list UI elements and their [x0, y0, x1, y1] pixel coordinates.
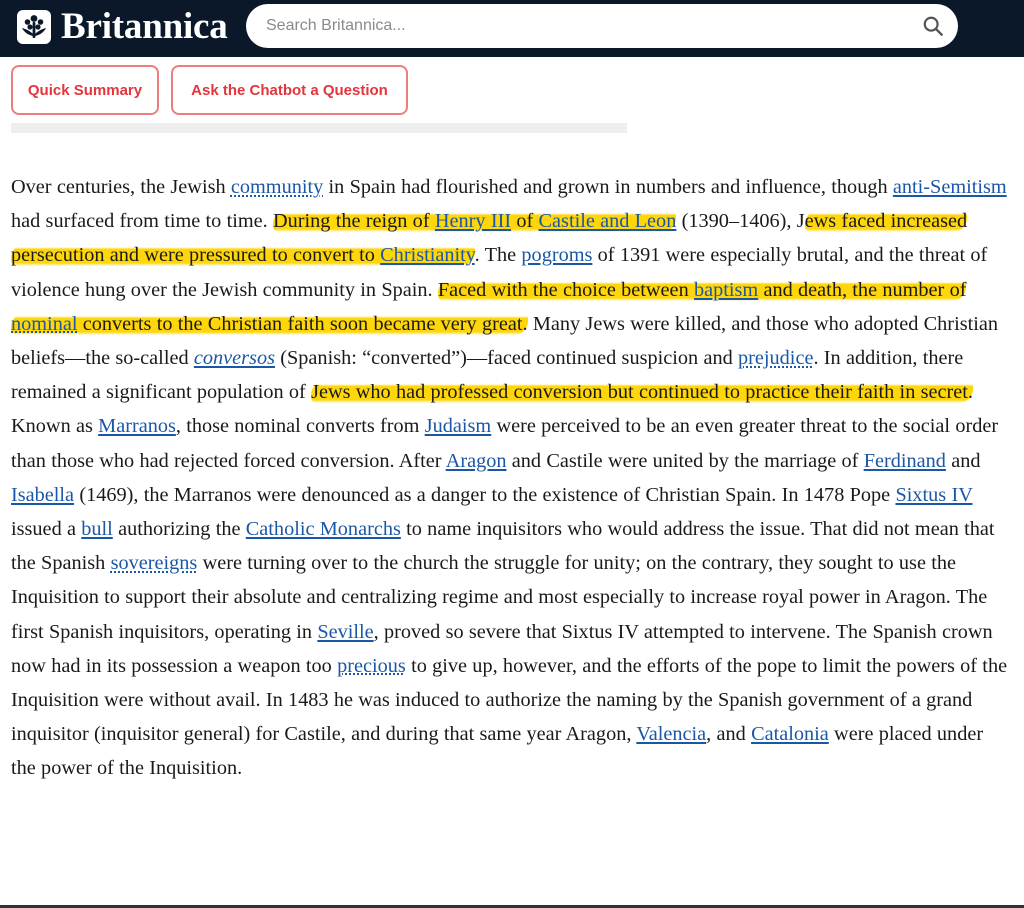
link-ferdinand[interactable]: Ferdinand: [863, 449, 946, 472]
text: of: [511, 210, 539, 233]
highlight-secret-faith: Jews who had professed conversion but continued to practice their faith in secret.: [311, 381, 973, 404]
link-henry-iii[interactable]: Henry III: [434, 210, 512, 233]
link-aragon[interactable]: Aragon: [445, 449, 507, 472]
link-catalonia[interactable]: Catalonia: [751, 723, 829, 746]
text: were placed under the power of the Inquisition.: [11, 723, 984, 780]
text: authorizing the: [112, 518, 246, 541]
article-paragraph: [11, 170, 1011, 786]
link-isabella[interactable]: Isabella: [11, 483, 75, 506]
text: , and: [706, 723, 752, 746]
text: in Spain had flourished and grown in numbers and influence, though: [323, 176, 893, 198]
text: , those nominal converts from: [175, 415, 425, 438]
text: were perceived to be an even greater threat to the social order than those who had rejected forced conversion. After: [11, 415, 999, 472]
link-castile-and-leon[interactable]: Castile and Leon: [538, 210, 677, 233]
text: to name inquisitors who would address the issue. That did not mean that the Spanish: [11, 518, 995, 575]
loading-placeholder-bar: [11, 123, 627, 133]
ask-chatbot-button[interactable]: Ask the Chatbot a Question: [171, 65, 408, 115]
text: During the reign of: [272, 210, 435, 233]
search-bar: [246, 4, 958, 48]
text: Many Jews were killed, and those who adopted Christian beliefs—the so-called: [11, 312, 999, 370]
search-icon[interactable]: [922, 15, 944, 37]
thistle-logo-icon: [17, 10, 51, 44]
text: and death, the number of: [758, 278, 967, 301]
link-conversos[interactable]: conversos: [193, 347, 275, 370]
text: converts to the Christian faith soon became very great.: [77, 312, 528, 335]
link-sixtus-iv[interactable]: Sixtus IV: [895, 483, 973, 506]
text: . In addition, there remained a significant population of: [11, 347, 964, 404]
link-nominal[interactable]: nominal: [11, 312, 78, 335]
site-header: [0, 0, 1024, 57]
link-marranos[interactable]: Marranos: [98, 415, 176, 438]
text: and Castile were united by the marriage of: [506, 449, 864, 472]
link-sovereigns[interactable]: sovereigns: [110, 552, 198, 575]
text: to give up, however, and the efforts of the pope to limit the powers of the Inquisition were without avail. In 1483 he was induced to authorize the naming by the Spanish government of a grand inquisitor (inquisitor general) for Castile, and during that same year Aragon,: [11, 654, 1008, 746]
text: and: [945, 449, 981, 472]
link-christianity[interactable]: Christianity: [380, 244, 475, 267]
highlight-henry-reign: [273, 210, 676, 232]
link-judaism[interactable]: Judaism: [424, 415, 492, 438]
quick-summary-button[interactable]: Quick Summary: [11, 65, 159, 115]
search-input[interactable]: [266, 12, 886, 40]
text: were turning over to the church the struggle for unity; on the contrary, they sought to use the Inquisition to support their absolute and centralizing regime and most especially to increase royal power in Aragon. The first Spanish inquisitors, operating in: [11, 552, 988, 643]
text: Over centuries, the Jewish: [11, 176, 231, 198]
link-valencia[interactable]: Valencia: [636, 723, 707, 746]
text: , proved so severe that Sixtus IV attempted to intervene. The Spanish crown now had in its possession a weapon too: [11, 620, 993, 677]
link-precious[interactable]: precious: [337, 654, 406, 677]
link-baptism[interactable]: baptism: [693, 278, 759, 301]
text: Faced with the choice between: [437, 278, 694, 301]
link-catholic-monarchs[interactable]: Catholic Monarchs: [245, 518, 401, 541]
link-seville[interactable]: Seville: [317, 620, 374, 643]
link-community[interactable]: community: [230, 176, 324, 198]
link-prejudice[interactable]: prejudice: [738, 347, 814, 370]
text: (1390–1406), J: [676, 210, 805, 233]
text: of 1391 were especially brutal, and the threat of violence hung over the Jewish community in Spain.: [11, 244, 988, 301]
text: (1469), the Marranos were denounced as a danger to the existence of Christian Spain. In 1478 Pope: [74, 483, 896, 506]
britannica-logo[interactable]: [17, 6, 228, 48]
text: (Spanish: “converted”)—faced continued suspicion and: [274, 347, 738, 370]
text: had surfaced from time to time.: [11, 210, 273, 233]
brand-name: Britannica: [61, 6, 228, 47]
text: issued a: [11, 518, 82, 541]
text: Known as: [11, 415, 99, 438]
link-anti-semitism[interactable]: anti-Semitism: [892, 176, 1007, 198]
text: . The: [474, 244, 522, 267]
link-bull[interactable]: bull: [81, 518, 113, 541]
link-pogroms[interactable]: pogroms: [521, 244, 593, 267]
text: ews faced increased persecution and were pressured to convert to: [11, 210, 968, 267]
